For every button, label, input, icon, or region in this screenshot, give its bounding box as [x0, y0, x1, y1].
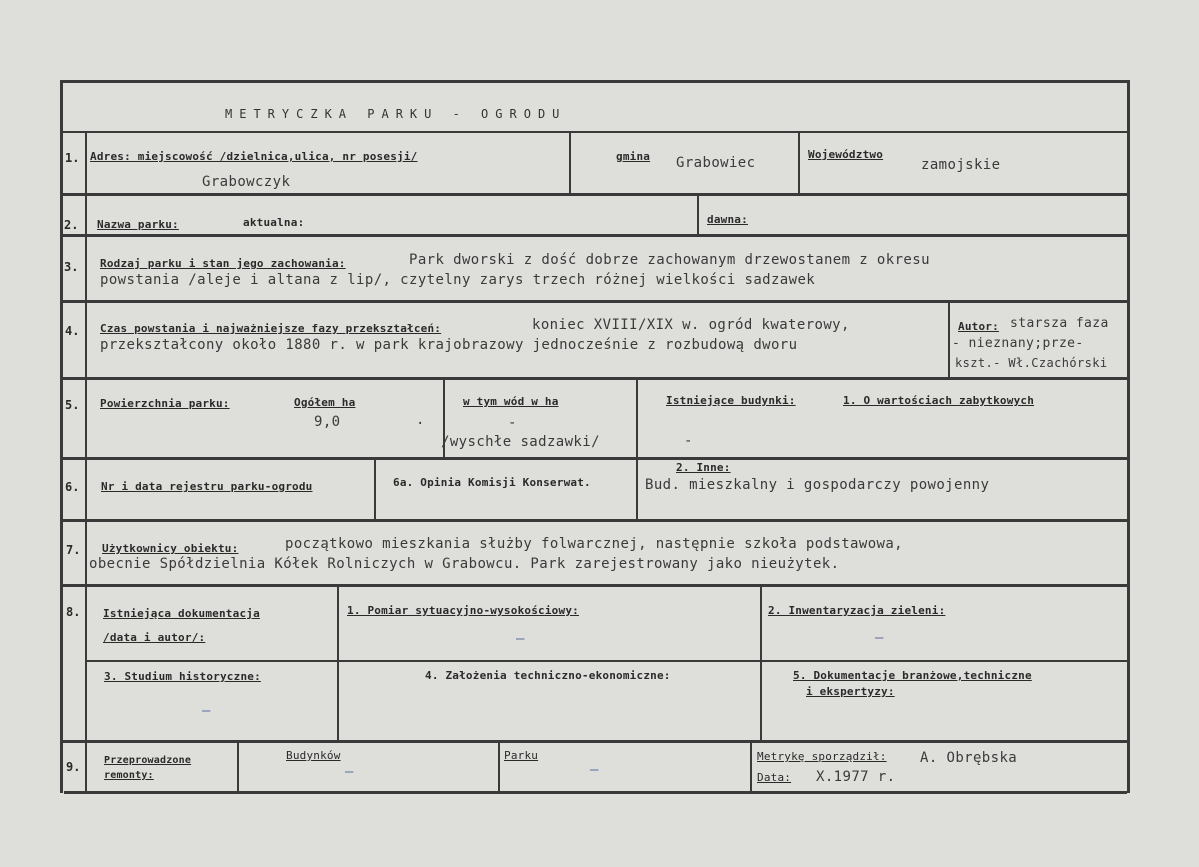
row-separator [60, 740, 1130, 743]
row-number: 3. [64, 260, 79, 274]
r2-divider [697, 196, 699, 235]
wojewodztwo-value: zamojskie [921, 157, 1001, 173]
r6-divider [374, 460, 376, 520]
rodzaj-label: Rodzaj parku i stan jego zachowania: [100, 257, 346, 270]
r9-divider [498, 743, 500, 792]
autor-line-1: starsza faza [1010, 316, 1109, 331]
r1-divider [569, 133, 571, 194]
remonty-label-1: Przeprowadzone [104, 755, 192, 766]
wod-dash: - [508, 415, 517, 431]
row-separator [60, 300, 1130, 303]
zalozenia-label: 4. Założenia techniczno-ekonomiczne: [425, 669, 671, 682]
r5-divider [636, 380, 638, 520]
aktualna-label: aktualna: [243, 216, 305, 229]
frame-bottom [64, 791, 1127, 794]
pomiar-label: 1. Pomiar sytuacyjno-wysokościowy: [347, 604, 579, 617]
adres-label: Adres: miejscowość /dzielnica,ulica, nr posesji/ [90, 150, 418, 163]
data-value: X.1977 r. [816, 769, 896, 785]
form-title: METRYCZKA PARKU - OGRODU [225, 107, 567, 121]
powierzchnia-label: Powierzchnia parku: [100, 397, 230, 410]
row-number: 5. [65, 398, 80, 412]
gmina-label: gmina [616, 150, 651, 163]
r1-divider [798, 133, 800, 194]
budynki-zabytkowe-label: 1. O wartościach zabytkowych [843, 394, 1035, 407]
frame-top [60, 80, 1130, 83]
sporzadzil-label: Metrykę sporządził: [757, 750, 887, 763]
row-number: 9. [66, 760, 81, 774]
pomiar-value: — [516, 631, 525, 647]
rejestr-label: Nr i data rejestru parku-ogrodu [101, 480, 313, 493]
autor-label: Autor: [958, 320, 999, 333]
row-number: 7. [66, 543, 81, 557]
studium-value: — [202, 703, 211, 719]
remonty-label-2: remonty: [104, 770, 154, 781]
uzytkownicy-line-1: początkowo mieszkania służby folwarcznej, następnie szkoła podstawowa, [285, 536, 904, 552]
autor-line-3: kszt.- Wł.Czachórski [955, 356, 1108, 370]
r8-divider [760, 587, 762, 741]
budynki-label: Istniejące budynki: [666, 394, 796, 407]
inne-label: 2. Inne: [676, 461, 731, 474]
row-separator [60, 131, 1130, 133]
row-number: 6. [65, 480, 80, 494]
budynkow-value: — [345, 764, 354, 780]
row-separator [60, 457, 1130, 460]
parku-label: Parku [504, 749, 539, 762]
r8-divider [337, 587, 339, 741]
parku-value: — [590, 762, 599, 778]
row-separator [60, 519, 1130, 522]
inwentaryzacja-label: 2. Inwentaryzacja zieleni: [768, 604, 946, 617]
budynkow-label: Budynków [286, 749, 341, 762]
czas-line-1: koniec XVIII/XIX w. ogród kwaterowy, [532, 317, 850, 333]
r9-divider [237, 743, 239, 792]
row-separator [60, 234, 1130, 237]
opinia-label: 6a. Opinia Komisji Konserwat. [393, 476, 591, 489]
row-separator [60, 584, 1130, 587]
uzytkownicy-line-2: obecnie Spółdzielnia Kółek Rolniczych w Grabowcu. Park zarejestrowany jako nieużytek. [89, 556, 840, 572]
dokumentacje-branzowe-label-1: 5. Dokumentacje branżowe,techniczne [793, 669, 1032, 682]
dokumentacja-label-1: Istniejąca dokumentacja [103, 607, 260, 620]
ogolem-label: Ogółem ha [294, 396, 356, 409]
wod-note: /wyschłe sadzawki/ [441, 434, 600, 450]
r9-divider [750, 743, 752, 792]
frame-left [60, 80, 63, 793]
uzytkownicy-label: Użytkownicy obiektu: [102, 542, 239, 555]
rodzaj-line-1: Park dworski z dość dobrze zachowanym drzewostanem z okresu [409, 252, 930, 268]
row-number: 4. [65, 324, 80, 338]
sporzadzil-value: A. Obrębska [920, 750, 1018, 766]
row-separator [60, 377, 1130, 380]
data-label: Data: [757, 771, 792, 784]
row-separator-inner [87, 660, 1127, 662]
ogolem-dot: . [416, 412, 425, 428]
inne-value: Bud. mieszkalny i gospodarczy powojenny [645, 477, 990, 493]
rodzaj-line-2: powstania /aleje i altana z lip/, czytelny zarys trzech różnej wielkości sadzawek [100, 272, 816, 288]
wojewodztwo-label: Województwo [808, 148, 884, 161]
czas-line-2: przekształcony około 1880 r. w park krajobrazowy jednocześnie z rozbudową dworu [100, 337, 798, 353]
inwentaryzacja-value: — [875, 630, 884, 646]
dawna-label: dawna: [707, 213, 748, 226]
row-number: 8. [66, 605, 81, 619]
dokumentacja-label-2: /data i autor/: [103, 631, 206, 644]
frame-right [1127, 80, 1130, 793]
wod-label: w tym wód w ha [463, 395, 559, 408]
nazwa-label: Nazwa parku: [97, 218, 179, 231]
budynki-dash: - [684, 433, 693, 449]
autor-line-2: - nieznany;prze- [952, 336, 1084, 351]
row-number: 1. [65, 151, 80, 165]
r4-divider [948, 303, 950, 378]
ogolem-value: 9,0 [314, 414, 341, 430]
gmina-value: Grabowiec [676, 155, 756, 171]
adres-value: Grabowczyk [202, 174, 291, 190]
number-column-divider [85, 133, 87, 791]
row-separator [60, 193, 1130, 196]
row-number: 2. [64, 218, 79, 232]
studium-label: 3. Studium historyczne: [104, 670, 261, 683]
czas-label: Czas powstania i najważniejsze fazy przekształceń: [100, 322, 442, 335]
dokumentacje-branzowe-label-2: i ekspertyzy: [806, 685, 895, 698]
